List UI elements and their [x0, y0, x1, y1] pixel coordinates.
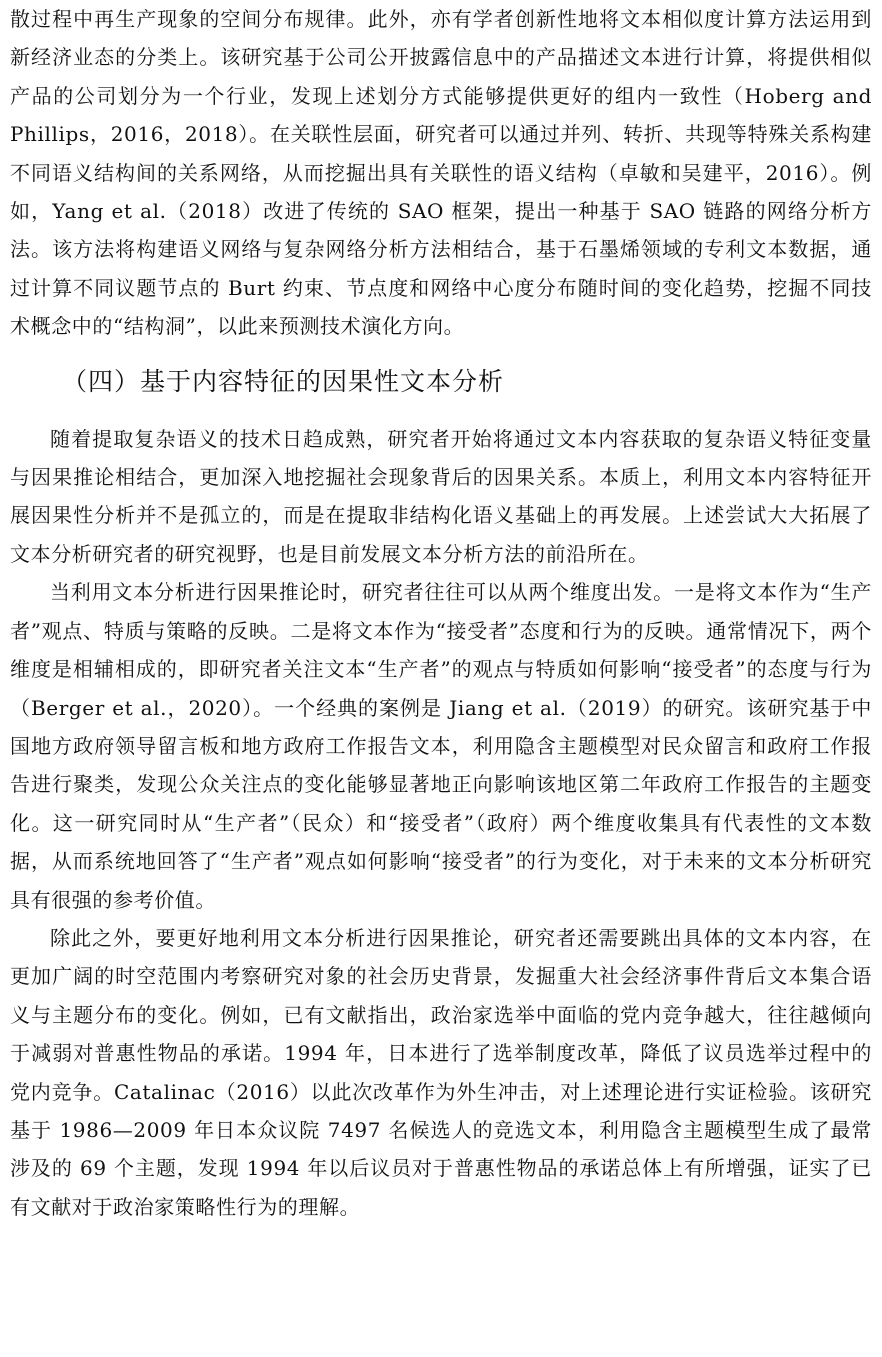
paragraph-3: 除此之外，要更好地利用文本分析进行因果推论，研究者还需要跳出具体的文本内容，在更加广阔的时空范围内考察研究对象的社会历史背景，发掘重大社会经济事件背后文本集合语义与主题分布的变化。例如，已有文献指出，政治家选举中面临的党内竞争越大，往往越倾向于减弱对普惠性物品的承诺。1994 年，日本进行了选举制度改革，降低了议员选举过程中的党内竞争。Catalinac（2016）以此次改革作为外生冲击，对上述理论进行实证检验。该研究基于 1986—2009 年日本众议院 7497 名候选人的竞选文本，利用隐含主题模型生成了最常涉及的 69 个主题，发现 1994 年以后议员对于普惠性物品的承诺总体上有所增强，证实了已有文献对于政治家策略性行为的理解。: [10, 925, 872, 1219]
paragraph-2: 当利用文本分析进行因果推论时，研究者往往可以从两个维度出发。一是将文本作为“生产者”观点、特质与策略的反映。二是将文本作为“接受者”态度和行为的反映。通常情况下，两个维度是相辅相成的，即研究者关注文本“生产者”的观点与特质如何影响“接受者”的态度与行为（Berger et al.，2020）。一个经典的案例是 Jiang et al.（2019）的研究。该研究基于中国地方政府领导留言板和地方政府工作报告文本，利用隐含主题模型对民众留言和政府工作报告进行聚类，发现公众关注点的变化能够显著地正向影响该地区第二年政府工作报告的主题变化。这一研究同时从“生产者”（民众）和“接受者”（政府）两个维度收集具有代表性的文本数据，从而系统地回答了“生产者”观点如何影响“接受者”的行为变化，对于未来的文本分析研究具有很强的参考价值。: [10, 580, 872, 912]
section-heading: （四）基于内容特征的因果性文本分析: [62, 366, 505, 396]
paragraph-1: 随着提取复杂语义的技术日趋成熟，研究者开始将通过文本内容获取的复杂语义特征变量与因果推论相结合，更加深入地挖掘社会现象背后的因果关系。本质上，利用文本内容特征开展因果性分析并不是孤立的，而是在提取非结构化语义基础上的再发展。上述尝试大大拓展了文本分析研究者的研究视野，也是目前发展文本分析方法的前沿所在。: [10, 426, 872, 566]
paragraph-continued: 散过程中再生产现象的空间分布规律。此外，亦有学者创新性地将文本相似度计算方法运用到新经济业态的分类上。该研究基于公司公开披露信息中的产品描述文本进行计算，将提供相似产品的公司划分为一个行业，发现上述划分方式能够提供更好的组内一致性（Hoberg and Phillips，2016，2018）。在关联性层面，研究者可以通过并列、转折、共现等特殊关系构建不同语义结构间的关系网络，从而挖掘出具有关联性的语义结构（卓敏和吴建平，2016）。例如，Yang et al.（2018）改进了传统的 SAO 框架，提出一种基于 SAO 链路的网络分析方法。该方法将构建语义网络与复杂网络分析方法相结合，基于石墨烯领域的专利文本数据，通过计算不同议题节点的 Burt 约束、节点度和网络中心度分布随时间的变化趋势，挖掘不同技术概念中的“结构洞”，以此来预测技术演化方向。: [10, 7, 872, 339]
